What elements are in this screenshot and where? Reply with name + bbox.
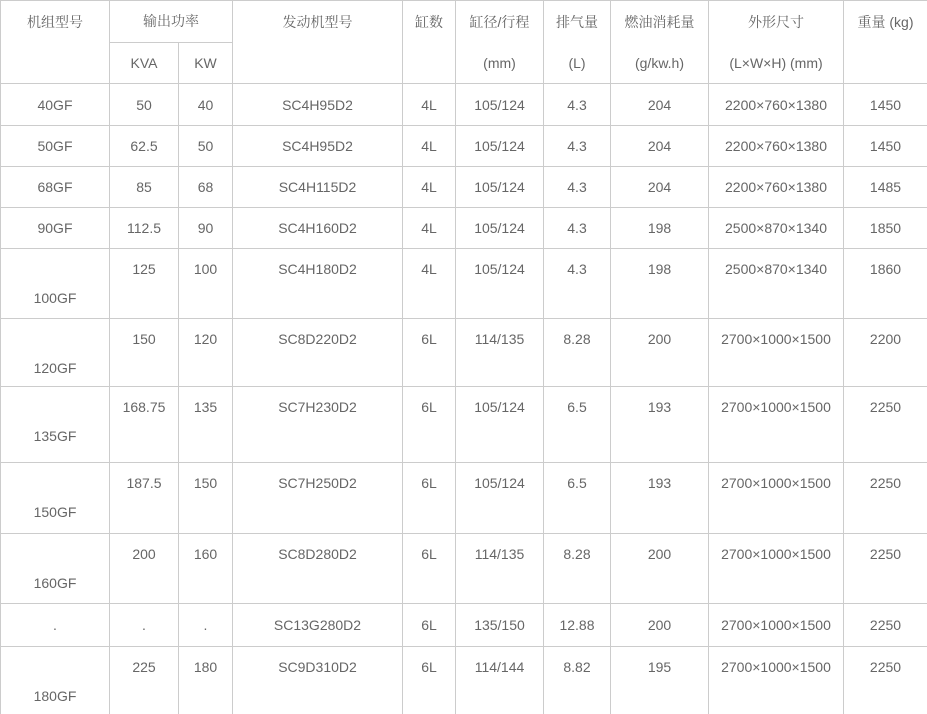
cell-kw: 100 (179, 249, 233, 319)
table-header (1, 1, 927, 84)
cell-bore-stroke: 114/135 (456, 534, 544, 604)
table-row (1, 604, 927, 647)
table-row (1, 463, 927, 534)
cell-dimensions: 2700×1000×1500 (709, 387, 844, 463)
cell-weight: 1450 (844, 126, 927, 167)
cell-fuel: 193 (611, 387, 709, 463)
cell-kw: . (179, 604, 233, 647)
header-fuel-consumption-label: 燃油消耗量 (624, 13, 695, 30)
cell-dimensions: 2200×760×1380 (709, 126, 844, 167)
header-displacement (544, 1, 611, 84)
cell-model: 100GF (1, 249, 110, 319)
header-engine-model (233, 1, 403, 84)
cell-dimensions: 2700×1000×1500 (709, 534, 844, 604)
cell-kva: 85 (110, 167, 179, 208)
header-kva: KVA (110, 42, 179, 84)
cell-engine: SC4H115D2 (233, 167, 403, 208)
header-displacement-label: 排气量 (556, 13, 598, 30)
table-row (1, 534, 927, 604)
cell-engine: SC4H95D2 (233, 126, 403, 167)
header-engine-model-label: 发动机型号 (282, 13, 353, 30)
cell-kw: 180 (179, 647, 233, 714)
cell-bore-stroke: 114/144 (456, 647, 544, 714)
cell-weight: 1860 (844, 249, 927, 319)
cell-engine: SC7H230D2 (233, 387, 403, 463)
cell-bore-stroke: 105/124 (456, 84, 544, 126)
cell-displacement: 8.28 (544, 534, 611, 604)
cell-dimensions: 2700×1000×1500 (709, 319, 844, 387)
cell-kw: 40 (179, 84, 233, 126)
table-body (1, 84, 927, 714)
cell-model: 120GF (1, 319, 110, 387)
cell-dimensions: 2700×1000×1500 (709, 647, 844, 714)
cell-bore-stroke: 105/124 (456, 167, 544, 208)
cell-kva: 50 (110, 84, 179, 126)
cell-engine: SC8D220D2 (233, 319, 403, 387)
cell-fuel: 198 (611, 249, 709, 319)
cell-model: 40GF (1, 84, 110, 126)
cell-kw: 150 (179, 463, 233, 534)
header-bore-stroke-unit: (mm) (483, 54, 516, 71)
cell-model: 68GF (1, 167, 110, 208)
cell-kw: 50 (179, 126, 233, 167)
cell-weight: 2250 (844, 387, 927, 463)
cell-fuel: 200 (611, 604, 709, 647)
cell-model: . (1, 604, 110, 647)
table-row (1, 167, 927, 208)
cell-displacement: 8.82 (544, 647, 611, 714)
cell-weight: 2250 (844, 604, 927, 647)
cell-displacement: 4.3 (544, 126, 611, 167)
cell-cylinders: 4L (403, 208, 456, 249)
cell-weight: 1850 (844, 208, 927, 249)
cell-kva: 225 (110, 647, 179, 714)
cell-dimensions: 2200×760×1380 (709, 84, 844, 126)
cell-engine: SC13G280D2 (233, 604, 403, 647)
header-output-power: 输出功率 (110, 1, 233, 43)
cell-cylinders: 6L (403, 319, 456, 387)
cell-weight: 1450 (844, 84, 927, 126)
cell-dimensions: 2700×1000×1500 (709, 463, 844, 534)
header-engine-model-spacer (233, 42, 402, 83)
cell-engine: SC7H250D2 (233, 463, 403, 534)
cell-fuel: 200 (611, 319, 709, 387)
header-unit-model (1, 1, 110, 84)
header-weight-spacer (844, 42, 927, 83)
cell-cylinders: 4L (403, 84, 456, 126)
cell-engine: SC8D280D2 (233, 534, 403, 604)
header-cylinders-label: 缸数 (415, 13, 443, 30)
header-kw: KW (179, 42, 233, 84)
cell-dimensions: 2700×1000×1500 (709, 604, 844, 647)
cell-fuel: 200 (611, 534, 709, 604)
cell-kva: 168.75 (110, 387, 179, 463)
cell-weight: 1485 (844, 167, 927, 208)
cell-bore-stroke: 105/124 (456, 463, 544, 534)
cell-cylinders: 6L (403, 604, 456, 647)
cell-cylinders: 4L (403, 167, 456, 208)
cell-fuel: 193 (611, 463, 709, 534)
cell-fuel: 204 (611, 167, 709, 208)
table-row (1, 647, 927, 714)
header-fuel-consumption (611, 1, 709, 84)
header-cylinders (403, 1, 456, 84)
cell-dimensions: 2500×870×1340 (709, 208, 844, 249)
cell-engine: SC9D310D2 (233, 647, 403, 714)
table-row (1, 208, 927, 249)
cell-weight: 2250 (844, 463, 927, 534)
header-dimensions-unit: (L×W×H) (mm) (729, 54, 823, 71)
cell-displacement: 6.5 (544, 463, 611, 534)
header-bore-stroke-label: 缸径/行程 (469, 13, 530, 30)
cell-model: 180GF (1, 647, 110, 714)
cell-bore-stroke: 105/124 (456, 208, 544, 249)
cell-bore-stroke: 135/150 (456, 604, 544, 647)
cell-kva: 112.5 (110, 208, 179, 249)
cell-displacement: 6.5 (544, 387, 611, 463)
cell-cylinders: 6L (403, 387, 456, 463)
cell-kva: . (110, 604, 179, 647)
header-cylinders-spacer (403, 42, 455, 83)
cell-engine: SC4H180D2 (233, 249, 403, 319)
cell-kw: 90 (179, 208, 233, 249)
cell-fuel: 195 (611, 647, 709, 714)
cell-kva: 187.5 (110, 463, 179, 534)
cell-weight: 2250 (844, 534, 927, 604)
header-unit-model-label: 机组型号 (27, 13, 83, 30)
cell-bore-stroke: 105/124 (456, 126, 544, 167)
cell-displacement: 4.3 (544, 208, 611, 249)
cell-model: 150GF (1, 463, 110, 534)
header-weight (844, 1, 927, 84)
cell-displacement: 12.88 (544, 604, 611, 647)
cell-weight: 2250 (844, 647, 927, 714)
cell-cylinders: 4L (403, 126, 456, 167)
header-weight-label: 重量 (kg) (857, 13, 914, 30)
cell-kw: 160 (179, 534, 233, 604)
cell-bore-stroke: 114/135 (456, 319, 544, 387)
table-row (1, 84, 927, 126)
table-row (1, 387, 927, 463)
header-unit-model-spacer (1, 42, 109, 83)
cell-fuel: 204 (611, 126, 709, 167)
cell-fuel: 204 (611, 84, 709, 126)
cell-cylinders: 6L (403, 534, 456, 604)
cell-model: 90GF (1, 208, 110, 249)
cell-kw: 68 (179, 167, 233, 208)
cell-model: 50GF (1, 126, 110, 167)
cell-model: 135GF (1, 387, 110, 463)
cell-kva: 200 (110, 534, 179, 604)
cell-kva: 150 (110, 319, 179, 387)
header-row-1 (1, 1, 927, 43)
table-row (1, 126, 927, 167)
cell-dimensions: 2200×760×1380 (709, 167, 844, 208)
cell-displacement: 8.28 (544, 319, 611, 387)
header-fuel-consumption-unit: (g/kw.h) (634, 54, 684, 71)
cell-kva: 125 (110, 249, 179, 319)
cell-displacement: 4.3 (544, 84, 611, 126)
cell-model: 160GF (1, 534, 110, 604)
table-row (1, 319, 927, 387)
cell-fuel: 198 (611, 208, 709, 249)
header-dimensions (709, 1, 844, 84)
cell-displacement: 4.3 (544, 167, 611, 208)
cell-dimensions: 2500×870×1340 (709, 249, 844, 319)
cell-cylinders: 4L (403, 249, 456, 319)
header-dimensions-label: 外形尺寸 (748, 13, 804, 30)
cell-kva: 62.5 (110, 126, 179, 167)
cell-engine: SC4H95D2 (233, 84, 403, 126)
cell-weight: 2200 (844, 319, 927, 387)
cell-cylinders: 6L (403, 647, 456, 714)
cell-bore-stroke: 105/124 (456, 387, 544, 463)
cell-kw: 120 (179, 319, 233, 387)
header-displacement-unit: (L) (568, 54, 586, 71)
cell-cylinders: 6L (403, 463, 456, 534)
cell-kw: 135 (179, 387, 233, 463)
header-bore-stroke (456, 1, 544, 84)
cell-engine: SC4H160D2 (233, 208, 403, 249)
cell-displacement: 4.3 (544, 249, 611, 319)
table-row (1, 249, 927, 319)
cell-bore-stroke: 105/124 (456, 249, 544, 319)
